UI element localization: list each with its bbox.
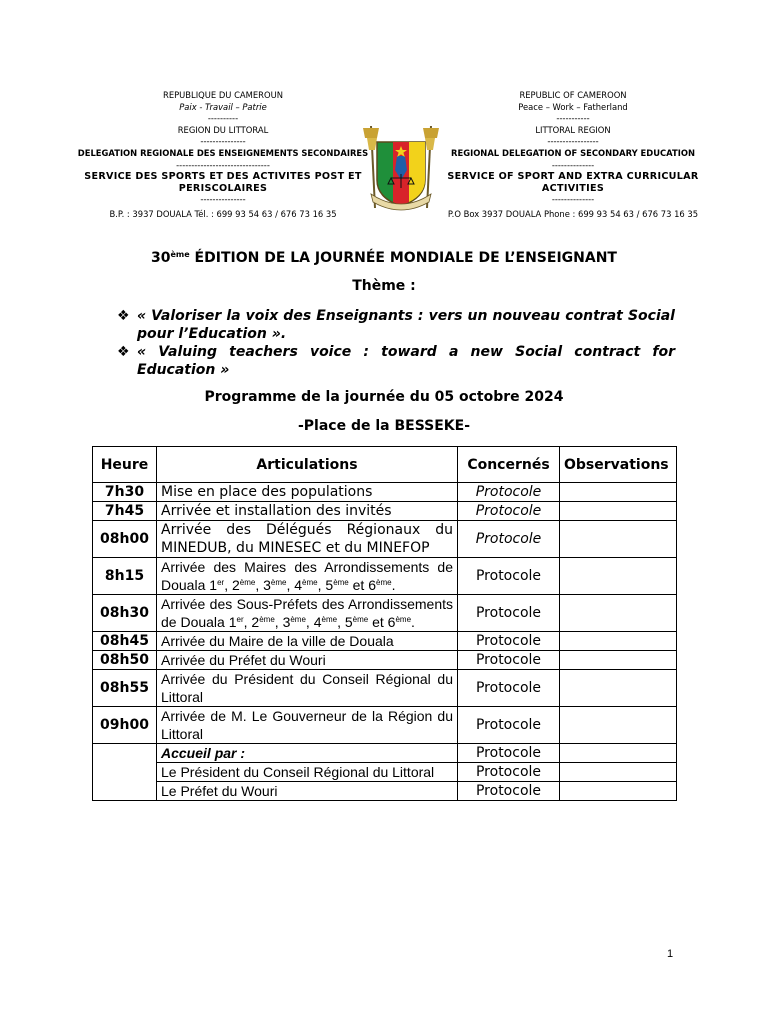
diamond-bullet-icon: ❖	[117, 344, 130, 360]
observations-cell	[560, 502, 677, 521]
ordinal-sep: ,	[243, 614, 252, 630]
ordinal: 3	[263, 577, 271, 593]
ordinal: 2	[231, 577, 240, 593]
ordinal: 6	[368, 577, 377, 593]
table-row	[93, 595, 677, 632]
articulation-cell: Arrivée du Préfet du Wouri	[157, 651, 458, 670]
delegation-fr: DELEGATION REGIONALE DES ENSEIGNEMENTS SECONDAIRES	[77, 147, 369, 158]
theme-item	[117, 343, 675, 379]
ordinal-sep: ,	[305, 614, 314, 630]
ordinal-sep: ,	[224, 577, 232, 593]
concernes-cell: Protocole	[458, 744, 560, 763]
table-row	[93, 763, 677, 782]
ordinal: 6	[387, 614, 396, 630]
accueil-label: Accueil par :	[161, 745, 246, 761]
separator: -----------	[556, 113, 590, 124]
theme-label: Thème :	[352, 278, 416, 294]
motto-fr: Paix - Travail – Patrie	[179, 101, 267, 112]
observations-cell	[560, 651, 677, 670]
ordinal-end: .	[391, 577, 396, 593]
articulation-text: Arrivée des Maires des Arrondissements de Douala	[161, 559, 453, 593]
articulation-cell: Arrivée et installation des invités	[157, 502, 458, 521]
ordinal: 3	[282, 614, 291, 630]
region-en: LITTORAL REGION	[535, 124, 611, 135]
table-row	[93, 483, 677, 502]
table-header-row	[93, 447, 677, 483]
ordinal-sep: ,	[255, 577, 264, 593]
observations-cell	[560, 670, 677, 707]
ordinal-sup: ème	[333, 578, 349, 587]
country-fr: REPUBLIQUE DU CAMEROUN	[163, 90, 283, 100]
separator: ----------	[207, 113, 239, 124]
ordinal-sup: ème	[239, 578, 256, 587]
ordinal-sup: ème	[395, 615, 412, 624]
ordinal-sup: er	[236, 615, 244, 624]
articulation-cell: Arrivée du Maire de la ville de Douala	[157, 632, 458, 651]
time-cell: 7h45	[93, 502, 157, 521]
time-cell: 7h30	[93, 483, 157, 502]
ordinal-sup: ème	[321, 615, 338, 624]
observations-cell	[560, 483, 677, 502]
ordinal-sep: ,	[286, 577, 295, 593]
concernes-cell: Protocole	[458, 595, 560, 632]
observations-cell	[560, 595, 677, 632]
separator: ---------------	[200, 136, 246, 147]
concernes-cell: Protocole	[458, 782, 560, 801]
concernes-cell: Protocole	[458, 483, 560, 502]
observations-cell	[560, 707, 677, 744]
articulation-cell: Le Président du Conseil Régional du Littoral	[157, 763, 458, 782]
articulation-cell	[157, 595, 458, 632]
theme-text-en: « Valuing teachers voice : toward a new Social contract for Education »	[137, 344, 675, 378]
time-cell: 08h45	[93, 632, 157, 651]
address-en: P.O Box 3937 DOUALA Phone : 699 93 54 63 / 676 73 16 35	[447, 208, 699, 219]
table-row	[93, 502, 677, 521]
observations-cell	[560, 763, 677, 782]
motto-en: Peace – Work – Fatherland	[518, 101, 628, 112]
ordinal-sup: er	[217, 578, 225, 587]
delegation-en: REGIONAL DELEGATION OF SECONDARY EDUCATION	[451, 147, 695, 158]
articulation-text: Arrivée des Sous-Préfets des Arrondissements de Douala	[161, 596, 453, 630]
ordinal-sup: ème	[302, 578, 318, 587]
ordinal: 5	[344, 614, 353, 630]
title-number: 30	[151, 250, 171, 266]
separator: -------------------------------	[176, 159, 270, 170]
separator: ---------------	[200, 193, 246, 204]
header-observations: Observations	[560, 447, 677, 483]
concernes-cell: Protocole	[458, 651, 560, 670]
programme-heading: Programme de la journée du 05 octobre 2024	[204, 389, 564, 405]
time-cell: 8h15	[93, 558, 157, 595]
ordinal: 2	[251, 614, 260, 630]
ordinal-end: .	[411, 614, 415, 630]
concernes-cell: Protocole	[458, 502, 560, 521]
ordinal-sep: ,	[337, 614, 345, 630]
country-en: REPUBLIC OF CAMEROON	[519, 90, 627, 100]
ordinal: 1	[228, 614, 237, 630]
service-fr: SERVICE DES SPORTS ET DES ACTIVITES POST ET PERISCOLAIRES	[84, 171, 362, 194]
separator: --------------	[551, 159, 595, 170]
articulation-cell: Arrivée du Président du Conseil Régional du Littoral	[157, 670, 458, 707]
articulation-cell	[157, 744, 458, 763]
table-row	[93, 632, 677, 651]
theme-list	[117, 307, 675, 379]
concernes-cell: Protocole	[458, 632, 560, 651]
separator: --------------	[551, 193, 595, 204]
table-row	[93, 521, 677, 558]
articulation-cell	[157, 558, 458, 595]
ordinal-sep: ,	[274, 614, 283, 630]
header-concernes: Concernés	[458, 447, 560, 483]
ordinal-sup: ème	[352, 615, 369, 624]
header-heure: Heure	[93, 447, 157, 483]
header-right	[443, 90, 703, 220]
table-row	[93, 707, 677, 744]
ordinal-sup: ème	[259, 615, 275, 624]
ordinal-sup: ème	[376, 578, 392, 587]
ordinal-sep: ,	[317, 577, 326, 593]
observations-cell	[560, 521, 677, 558]
concernes-cell: Protocole	[458, 707, 560, 744]
observations-cell	[560, 632, 677, 651]
diamond-bullet-icon: ❖	[117, 308, 130, 324]
time-cell: 08h50	[93, 651, 157, 670]
ordinal-sup: ème	[270, 578, 287, 587]
concernes-cell: Protocole	[458, 521, 560, 558]
title-text: ÉDITION DE LA JOURNÉE MONDIALE DE L’ENSEIGNANT	[189, 250, 617, 266]
header-left	[58, 90, 388, 220]
ordinal-and: et	[368, 614, 388, 630]
ordinal-and: et	[348, 577, 369, 593]
cameroon-coat-of-arms-emblem	[357, 122, 445, 212]
time-cell: 08h55	[93, 670, 157, 707]
articulation-cell: Arrivée des Délégués Régionaux du MINEDUB, du MINESEC et du MINEFOP	[157, 521, 458, 558]
separator: -----------------	[547, 136, 599, 147]
schedule-table	[92, 446, 677, 801]
articulation-cell: Mise en place des populations	[157, 483, 458, 502]
time-cell: 08h30	[93, 595, 157, 632]
region-fr: REGION DU LITTORAL	[177, 124, 269, 135]
table-row	[93, 782, 677, 801]
page-number: 1	[667, 948, 674, 960]
ordinal: 1	[209, 577, 218, 593]
observations-cell	[560, 558, 677, 595]
articulation-cell: Arrivée de M. Le Gouverneur de la Région du Littoral	[157, 707, 458, 744]
title-superscript: ème	[170, 250, 190, 259]
ordinal: 4	[313, 614, 322, 630]
ordinal: 5	[325, 577, 334, 593]
concernes-cell: Protocole	[458, 670, 560, 707]
place-heading: -Place de la BESSEKE-	[297, 418, 471, 434]
theme-text-fr: « Valoriser la voix des Enseignants : vers un nouveau contrat Social pour l’Education ».	[137, 308, 675, 342]
time-cell-empty	[93, 744, 157, 801]
header-articulations: Articulations	[157, 447, 458, 483]
articulation-cell: Le Préfet du Wouri	[157, 782, 458, 801]
table-row	[93, 558, 677, 595]
concernes-cell: Protocole	[458, 558, 560, 595]
observations-cell	[560, 744, 677, 763]
time-cell: 09h00	[93, 707, 157, 744]
ordinal: 4	[294, 577, 303, 593]
ordinal-sup: ème	[290, 615, 306, 624]
document-title	[0, 250, 768, 266]
theme-item	[117, 307, 675, 343]
table-row	[93, 744, 677, 763]
service-en: SERVICE OF SPORT AND EXTRA CURRICULAR ACTIVITIES	[447, 171, 699, 194]
observations-cell	[560, 782, 677, 801]
time-cell: 08h00	[93, 521, 157, 558]
table-row	[93, 670, 677, 707]
concernes-cell: Protocole	[458, 763, 560, 782]
address-fr: B.P. : 3937 DOUALA Tél. : 699 93 54 63 / 676 73 16 35	[109, 208, 337, 219]
table-row	[93, 651, 677, 670]
